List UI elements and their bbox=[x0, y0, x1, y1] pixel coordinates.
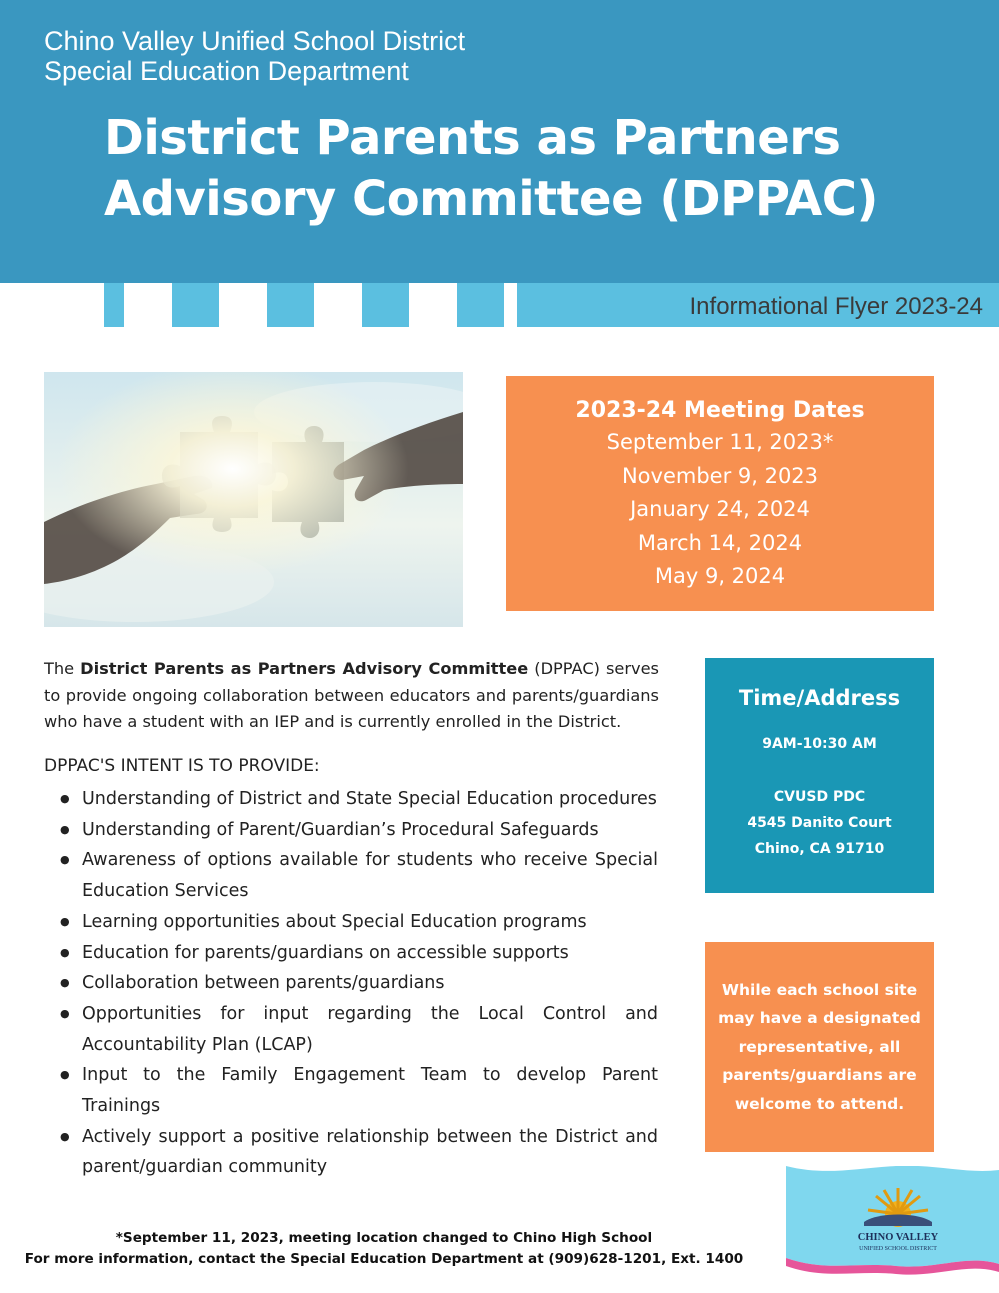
flyer-subtitle: Informational Flyer 2023-24 bbox=[689, 293, 983, 320]
intent-list bbox=[60, 784, 658, 1183]
list-item: ● Understanding of District and State Special Education procedures bbox=[60, 784, 658, 815]
flyer-title bbox=[104, 108, 878, 230]
contact-info: For more information, contact the Special Education Department at (909)628-1201, Ext. 1400 bbox=[24, 1251, 744, 1267]
time-address-title: Time/Address bbox=[738, 686, 901, 710]
street-address: 4545 Danito Court bbox=[747, 815, 892, 831]
meeting-dates-box bbox=[506, 376, 934, 611]
logo-text-line2: UNIFIED SCHOOL DISTRICT bbox=[859, 1246, 937, 1252]
decorative-stripe bbox=[104, 283, 124, 327]
meeting-dates-title: 2023-24 Meeting Dates bbox=[575, 398, 865, 423]
list-item: ● Opportunities for input regarding the Local Control and Accountability Plan (LCAP) bbox=[60, 999, 658, 1060]
meeting-date: January 24, 2024 bbox=[630, 497, 810, 521]
title-line-2: Advisory Committee (DPPAC) bbox=[104, 171, 878, 227]
list-item: ● Input to the Family Engagement Team to develop Parent Trainings bbox=[60, 1060, 658, 1121]
welcome-box bbox=[705, 942, 934, 1152]
welcome-text: While each school site may have a designated representative, all parents/guardians are welcome to attend. bbox=[718, 980, 921, 1113]
intro-suffix: (DPPAC) serves to provide ongoing collaboration between educators and parents/guardians who have a student with an IEP and is currently enrolled in the District. bbox=[44, 659, 659, 731]
district-logo bbox=[786, 1166, 999, 1281]
meeting-hours: 9AM-10:30 AM bbox=[762, 736, 877, 752]
list-item: ● Education for parents/guardians on accessible supports bbox=[60, 938, 658, 969]
list-item: ● Awareness of options available for students who receive Special Education Services bbox=[60, 845, 658, 906]
list-item: ● Learning opportunities about Special Education programs bbox=[60, 907, 658, 938]
list-item: ● Actively support a positive relationship between the District and parent/guardian community bbox=[60, 1122, 658, 1183]
list-item: ● Understanding of Parent/Guardian’s Procedural Safeguards bbox=[60, 815, 658, 846]
city-state-zip: Chino, CA 91710 bbox=[754, 841, 885, 857]
puzzle-hands-photo bbox=[44, 372, 463, 627]
decorative-stripe bbox=[172, 283, 219, 327]
intent-heading: DPPAC'S INTENT IS TO PROVIDE: bbox=[44, 756, 320, 776]
decorative-stripe bbox=[457, 283, 504, 327]
intro-paragraph bbox=[44, 656, 659, 736]
title-line-1: District Parents as Partners bbox=[104, 110, 841, 166]
meeting-date: November 9, 2023 bbox=[621, 463, 819, 488]
district-name: Chino Valley Unified School District bbox=[44, 26, 466, 56]
intro-prefix: The bbox=[44, 659, 81, 678]
meeting-date: May 9, 2024 bbox=[654, 564, 786, 588]
time-address-box bbox=[705, 658, 934, 893]
logo-text-line1: CHINO VALLEY bbox=[857, 1232, 939, 1243]
meeting-date: March 14, 2024 bbox=[637, 530, 803, 555]
list-item: ● Collaboration between parents/guardians bbox=[60, 968, 658, 999]
committee-name: District Parents as Partners Advisory Committee bbox=[80, 659, 529, 678]
location-change-note: *September 11, 2023, meeting location changed to Chino High School bbox=[115, 1230, 653, 1246]
department-name: Special Education Department bbox=[44, 56, 409, 86]
meeting-date: September 11, 2023* bbox=[606, 430, 834, 454]
meeting-address bbox=[705, 784, 934, 862]
decorative-stripe bbox=[362, 283, 409, 327]
decorative-stripe bbox=[267, 283, 314, 327]
location-name: CVUSD PDC bbox=[773, 789, 866, 805]
